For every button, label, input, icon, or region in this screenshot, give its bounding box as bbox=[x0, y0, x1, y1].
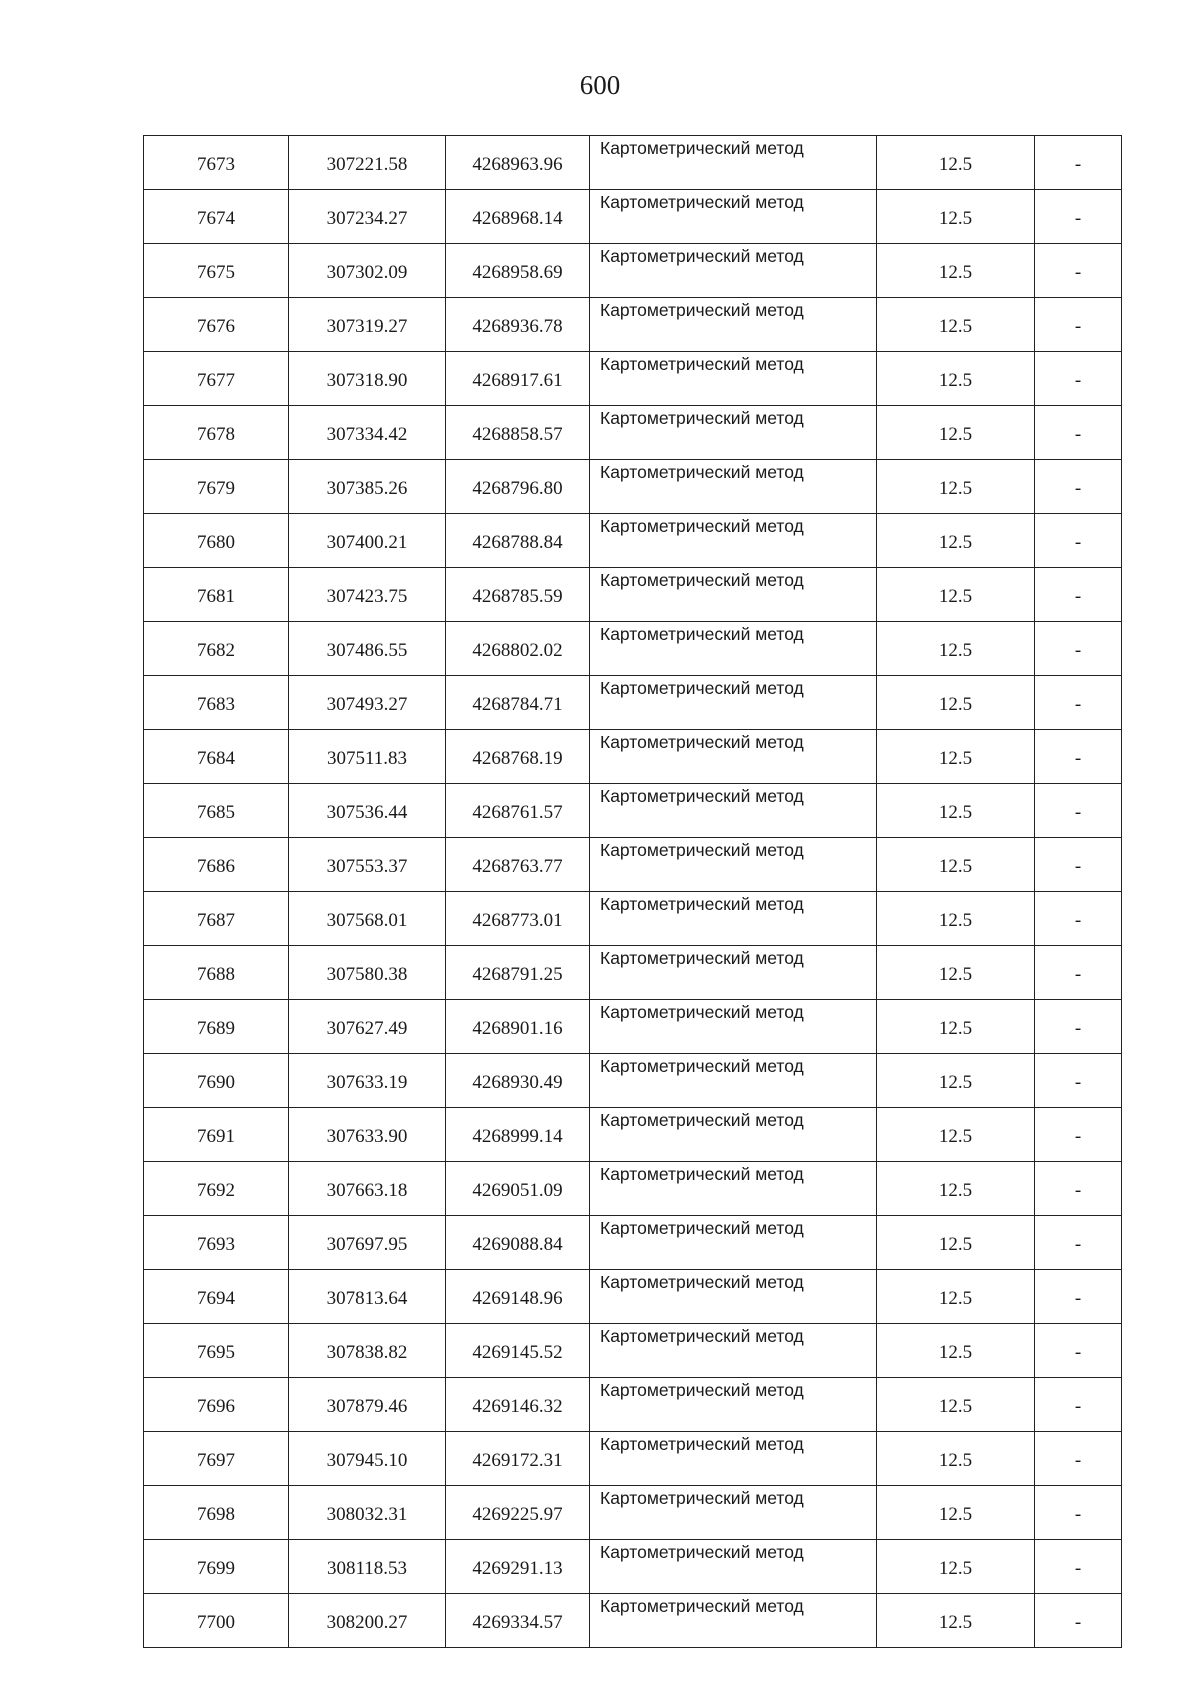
point-id-cell: 7690 bbox=[144, 1054, 289, 1108]
precision-cell: 12.5 bbox=[877, 1054, 1035, 1108]
precision-cell: 12.5 bbox=[877, 622, 1035, 676]
x-coordinate-cell: 307318.90 bbox=[289, 352, 446, 406]
y-coordinate-cell: 4268917.61 bbox=[446, 352, 590, 406]
table-row bbox=[144, 568, 1122, 622]
point-id-cell: 7680 bbox=[144, 514, 289, 568]
y-coordinate-cell: 4269145.52 bbox=[446, 1324, 590, 1378]
precision-cell: 12.5 bbox=[877, 1378, 1035, 1432]
note-cell: - bbox=[1035, 1324, 1122, 1378]
note-cell: - bbox=[1035, 190, 1122, 244]
x-coordinate-cell: 307879.46 bbox=[289, 1378, 446, 1432]
precision-cell: 12.5 bbox=[877, 406, 1035, 460]
x-coordinate-cell: 307221.58 bbox=[289, 136, 446, 190]
x-coordinate-cell: 307580.38 bbox=[289, 946, 446, 1000]
note-cell: - bbox=[1035, 730, 1122, 784]
y-coordinate-cell: 4269146.32 bbox=[446, 1378, 590, 1432]
precision-cell: 12.5 bbox=[877, 784, 1035, 838]
table-row bbox=[144, 1216, 1122, 1270]
method-cell: Картометрический метод bbox=[590, 514, 877, 568]
table-row bbox=[144, 244, 1122, 298]
method-cell: Картометрический метод bbox=[590, 730, 877, 784]
precision-cell: 12.5 bbox=[877, 136, 1035, 190]
table-row bbox=[144, 1324, 1122, 1378]
note-cell: - bbox=[1035, 406, 1122, 460]
note-cell: - bbox=[1035, 460, 1122, 514]
point-id-cell: 7689 bbox=[144, 1000, 289, 1054]
y-coordinate-cell: 4268761.57 bbox=[446, 784, 590, 838]
table-row bbox=[144, 1378, 1122, 1432]
table-row bbox=[144, 784, 1122, 838]
point-id-cell: 7683 bbox=[144, 676, 289, 730]
y-coordinate-cell: 4269088.84 bbox=[446, 1216, 590, 1270]
method-cell: Картометрический метод bbox=[590, 1162, 877, 1216]
method-cell: Картометрический метод bbox=[590, 406, 877, 460]
method-cell: Картометрический метод bbox=[590, 1270, 877, 1324]
table-row bbox=[144, 460, 1122, 514]
y-coordinate-cell: 4268802.02 bbox=[446, 622, 590, 676]
point-id-cell: 7688 bbox=[144, 946, 289, 1000]
y-coordinate-cell: 4268788.84 bbox=[446, 514, 590, 568]
note-cell: - bbox=[1035, 352, 1122, 406]
point-id-cell: 7675 bbox=[144, 244, 289, 298]
note-cell: - bbox=[1035, 1108, 1122, 1162]
x-coordinate-cell: 308032.31 bbox=[289, 1486, 446, 1540]
point-id-cell: 7685 bbox=[144, 784, 289, 838]
method-cell: Картометрический метод bbox=[590, 838, 877, 892]
table-row bbox=[144, 892, 1122, 946]
method-cell: Картометрический метод bbox=[590, 460, 877, 514]
note-cell: - bbox=[1035, 676, 1122, 730]
method-cell: Картометрический метод bbox=[590, 892, 877, 946]
table-row bbox=[144, 676, 1122, 730]
x-coordinate-cell: 307568.01 bbox=[289, 892, 446, 946]
point-id-cell: 7696 bbox=[144, 1378, 289, 1432]
point-id-cell: 7697 bbox=[144, 1432, 289, 1486]
note-cell: - bbox=[1035, 1432, 1122, 1486]
precision-cell: 12.5 bbox=[877, 352, 1035, 406]
x-coordinate-cell: 307697.95 bbox=[289, 1216, 446, 1270]
x-coordinate-cell: 307234.27 bbox=[289, 190, 446, 244]
note-cell: - bbox=[1035, 244, 1122, 298]
x-coordinate-cell: 308200.27 bbox=[289, 1594, 446, 1648]
precision-cell: 12.5 bbox=[877, 1432, 1035, 1486]
method-cell: Картометрический метод bbox=[590, 1432, 877, 1486]
method-cell: Картометрический метод bbox=[590, 1216, 877, 1270]
point-id-cell: 7686 bbox=[144, 838, 289, 892]
x-coordinate-cell: 308118.53 bbox=[289, 1540, 446, 1594]
y-coordinate-cell: 4268958.69 bbox=[446, 244, 590, 298]
y-coordinate-cell: 4269225.97 bbox=[446, 1486, 590, 1540]
y-coordinate-cell: 4268968.14 bbox=[446, 190, 590, 244]
y-coordinate-cell: 4268858.57 bbox=[446, 406, 590, 460]
method-cell: Картометрический метод bbox=[590, 946, 877, 1000]
table-row bbox=[144, 1432, 1122, 1486]
y-coordinate-cell: 4268963.96 bbox=[446, 136, 590, 190]
table-row bbox=[144, 1108, 1122, 1162]
y-coordinate-cell: 4268901.16 bbox=[446, 1000, 590, 1054]
precision-cell: 12.5 bbox=[877, 1324, 1035, 1378]
table-row bbox=[144, 298, 1122, 352]
method-cell: Картометрический метод bbox=[590, 136, 877, 190]
note-cell: - bbox=[1035, 1054, 1122, 1108]
x-coordinate-cell: 307627.49 bbox=[289, 1000, 446, 1054]
table-row bbox=[144, 1270, 1122, 1324]
y-coordinate-cell: 4268763.77 bbox=[446, 838, 590, 892]
note-cell: - bbox=[1035, 1216, 1122, 1270]
point-id-cell: 7673 bbox=[144, 136, 289, 190]
point-id-cell: 7674 bbox=[144, 190, 289, 244]
y-coordinate-cell: 4268785.59 bbox=[446, 568, 590, 622]
point-id-cell: 7684 bbox=[144, 730, 289, 784]
method-cell: Картометрический метод bbox=[590, 1108, 877, 1162]
point-id-cell: 7692 bbox=[144, 1162, 289, 1216]
point-id-cell: 7698 bbox=[144, 1486, 289, 1540]
precision-cell: 12.5 bbox=[877, 946, 1035, 1000]
precision-cell: 12.5 bbox=[877, 838, 1035, 892]
x-coordinate-cell: 307423.75 bbox=[289, 568, 446, 622]
x-coordinate-cell: 307945.10 bbox=[289, 1432, 446, 1486]
table-row bbox=[144, 622, 1122, 676]
note-cell: - bbox=[1035, 1594, 1122, 1648]
method-cell: Картометрический метод bbox=[590, 676, 877, 730]
x-coordinate-cell: 307400.21 bbox=[289, 514, 446, 568]
note-cell: - bbox=[1035, 568, 1122, 622]
table-row bbox=[144, 514, 1122, 568]
y-coordinate-cell: 4268773.01 bbox=[446, 892, 590, 946]
note-cell: - bbox=[1035, 298, 1122, 352]
y-coordinate-cell: 4269291.13 bbox=[446, 1540, 590, 1594]
x-coordinate-cell: 307838.82 bbox=[289, 1324, 446, 1378]
note-cell: - bbox=[1035, 946, 1122, 1000]
point-id-cell: 7677 bbox=[144, 352, 289, 406]
note-cell: - bbox=[1035, 1162, 1122, 1216]
precision-cell: 12.5 bbox=[877, 1486, 1035, 1540]
point-id-cell: 7695 bbox=[144, 1324, 289, 1378]
x-coordinate-cell: 307302.09 bbox=[289, 244, 446, 298]
precision-cell: 12.5 bbox=[877, 1162, 1035, 1216]
precision-cell: 12.5 bbox=[877, 460, 1035, 514]
x-coordinate-cell: 307633.19 bbox=[289, 1054, 446, 1108]
x-coordinate-cell: 307813.64 bbox=[289, 1270, 446, 1324]
method-cell: Картометрический метод bbox=[590, 1054, 877, 1108]
method-cell: Картометрический метод bbox=[590, 622, 877, 676]
point-id-cell: 7691 bbox=[144, 1108, 289, 1162]
table-row bbox=[144, 730, 1122, 784]
method-cell: Картометрический метод bbox=[590, 190, 877, 244]
precision-cell: 12.5 bbox=[877, 1000, 1035, 1054]
x-coordinate-cell: 307319.27 bbox=[289, 298, 446, 352]
point-id-cell: 7699 bbox=[144, 1540, 289, 1594]
method-cell: Картометрический метод bbox=[590, 1324, 877, 1378]
y-coordinate-cell: 4268796.80 bbox=[446, 460, 590, 514]
method-cell: Картометрический метод bbox=[590, 1378, 877, 1432]
table-body bbox=[144, 136, 1122, 1648]
note-cell: - bbox=[1035, 1486, 1122, 1540]
point-id-cell: 7682 bbox=[144, 622, 289, 676]
y-coordinate-cell: 4269334.57 bbox=[446, 1594, 590, 1648]
method-cell: Картометрический метод bbox=[590, 244, 877, 298]
precision-cell: 12.5 bbox=[877, 298, 1035, 352]
note-cell: - bbox=[1035, 136, 1122, 190]
method-cell: Картометрический метод bbox=[590, 784, 877, 838]
precision-cell: 12.5 bbox=[877, 244, 1035, 298]
note-cell: - bbox=[1035, 514, 1122, 568]
table-row bbox=[144, 1000, 1122, 1054]
note-cell: - bbox=[1035, 1540, 1122, 1594]
table-row bbox=[144, 1486, 1122, 1540]
note-cell: - bbox=[1035, 622, 1122, 676]
point-id-cell: 7679 bbox=[144, 460, 289, 514]
method-cell: Картометрический метод bbox=[590, 1540, 877, 1594]
table-row bbox=[144, 946, 1122, 1000]
precision-cell: 12.5 bbox=[877, 1540, 1035, 1594]
precision-cell: 12.5 bbox=[877, 892, 1035, 946]
y-coordinate-cell: 4268936.78 bbox=[446, 298, 590, 352]
method-cell: Картометрический метод bbox=[590, 1594, 877, 1648]
x-coordinate-cell: 307663.18 bbox=[289, 1162, 446, 1216]
point-id-cell: 7694 bbox=[144, 1270, 289, 1324]
precision-cell: 12.5 bbox=[877, 1216, 1035, 1270]
note-cell: - bbox=[1035, 1000, 1122, 1054]
y-coordinate-cell: 4268768.19 bbox=[446, 730, 590, 784]
point-id-cell: 7676 bbox=[144, 298, 289, 352]
note-cell: - bbox=[1035, 1270, 1122, 1324]
method-cell: Картометрический метод bbox=[590, 1486, 877, 1540]
method-cell: Картометрический метод bbox=[590, 1000, 877, 1054]
table-row bbox=[144, 1540, 1122, 1594]
precision-cell: 12.5 bbox=[877, 730, 1035, 784]
note-cell: - bbox=[1035, 892, 1122, 946]
y-coordinate-cell: 4269172.31 bbox=[446, 1432, 590, 1486]
page-number: 600 bbox=[579, 70, 621, 100]
x-coordinate-cell: 307553.37 bbox=[289, 838, 446, 892]
y-coordinate-cell: 4269148.96 bbox=[446, 1270, 590, 1324]
precision-cell: 12.5 bbox=[877, 568, 1035, 622]
table-row bbox=[144, 838, 1122, 892]
note-cell: - bbox=[1035, 784, 1122, 838]
y-coordinate-cell: 4268999.14 bbox=[446, 1108, 590, 1162]
table-row bbox=[144, 406, 1122, 460]
x-coordinate-cell: 307486.55 bbox=[289, 622, 446, 676]
note-cell: - bbox=[1035, 1378, 1122, 1432]
x-coordinate-cell: 307511.83 bbox=[289, 730, 446, 784]
precision-cell: 12.5 bbox=[877, 676, 1035, 730]
y-coordinate-cell: 4268791.25 bbox=[446, 946, 590, 1000]
method-cell: Картометрический метод bbox=[590, 298, 877, 352]
method-cell: Картометрический метод bbox=[590, 352, 877, 406]
coordinates-table bbox=[143, 135, 1122, 1648]
y-coordinate-cell: 4269051.09 bbox=[446, 1162, 590, 1216]
table-row bbox=[144, 190, 1122, 244]
table-row bbox=[144, 1594, 1122, 1648]
table-row bbox=[144, 1054, 1122, 1108]
x-coordinate-cell: 307633.90 bbox=[289, 1108, 446, 1162]
point-id-cell: 7693 bbox=[144, 1216, 289, 1270]
x-coordinate-cell: 307536.44 bbox=[289, 784, 446, 838]
table-row bbox=[144, 352, 1122, 406]
y-coordinate-cell: 4268930.49 bbox=[446, 1054, 590, 1108]
point-id-cell: 7700 bbox=[144, 1594, 289, 1648]
table-row bbox=[144, 1162, 1122, 1216]
point-id-cell: 7678 bbox=[144, 406, 289, 460]
x-coordinate-cell: 307493.27 bbox=[289, 676, 446, 730]
precision-cell: 12.5 bbox=[877, 514, 1035, 568]
table-row bbox=[144, 136, 1122, 190]
method-cell: Картометрический метод bbox=[590, 568, 877, 622]
x-coordinate-cell: 307334.42 bbox=[289, 406, 446, 460]
precision-cell: 12.5 bbox=[877, 1108, 1035, 1162]
x-coordinate-cell: 307385.26 bbox=[289, 460, 446, 514]
point-id-cell: 7681 bbox=[144, 568, 289, 622]
note-cell: - bbox=[1035, 838, 1122, 892]
point-id-cell: 7687 bbox=[144, 892, 289, 946]
precision-cell: 12.5 bbox=[877, 190, 1035, 244]
precision-cell: 12.5 bbox=[877, 1594, 1035, 1648]
precision-cell: 12.5 bbox=[877, 1270, 1035, 1324]
y-coordinate-cell: 4268784.71 bbox=[446, 676, 590, 730]
